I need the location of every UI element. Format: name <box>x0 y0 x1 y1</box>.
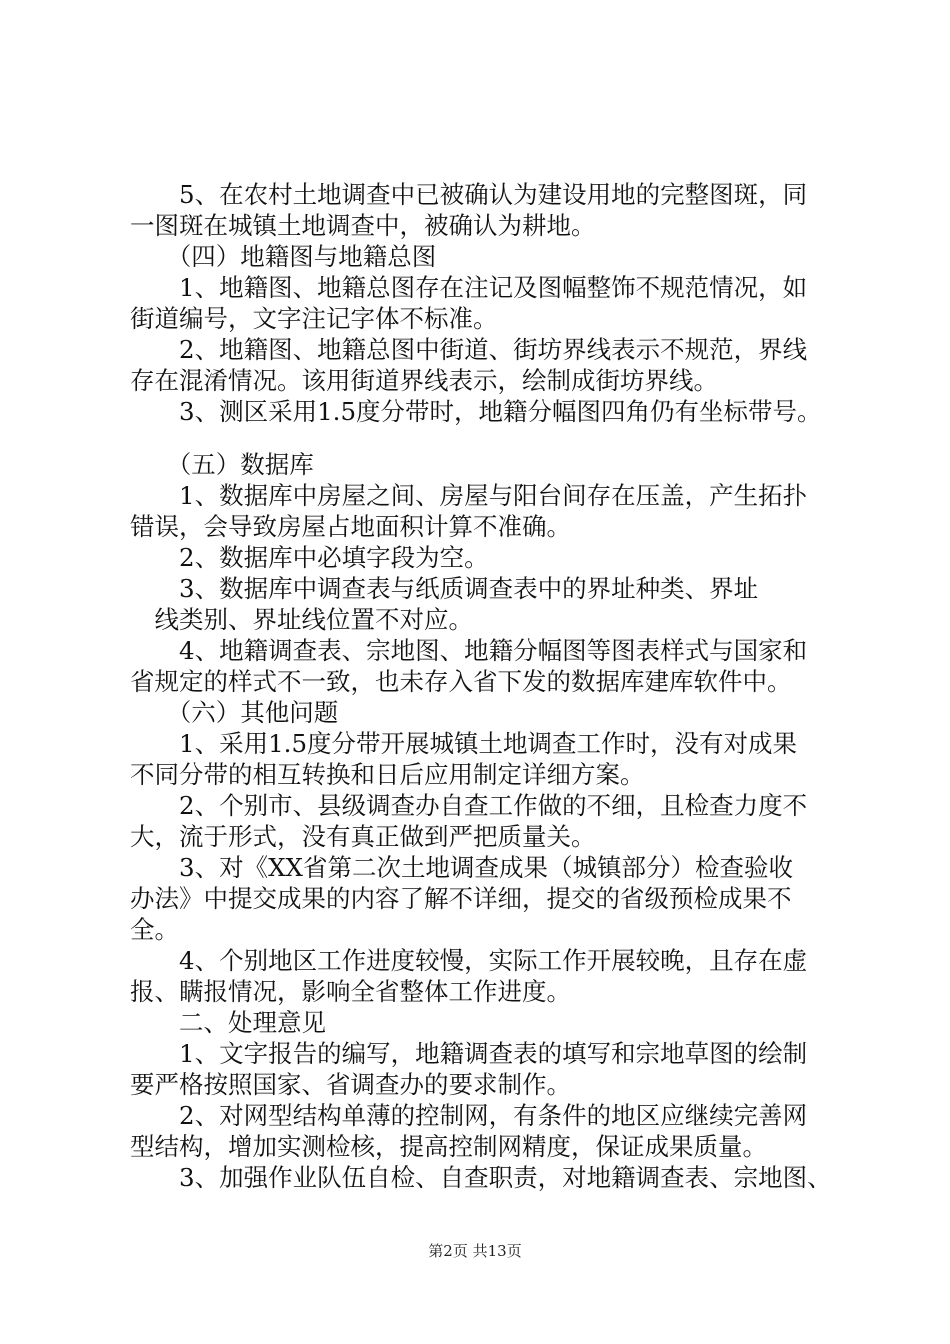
text-line: 1、数据库中房屋之间、房屋与阳台间存在压盖，产生拓扑 <box>130 481 808 510</box>
text-line: 1、地籍图、地籍总图存在注记及图幅整饰不规范情况，如 <box>130 273 808 302</box>
text-line: 省规定的样式不一致，也未存入省下发的数据库建库软件中。 <box>130 667 792 696</box>
text-line: 街道编号，文字注记字体不标准。 <box>130 304 498 333</box>
text-line: 4、地籍调查表、宗地图、地籍分幅图等图表样式与国家和 <box>130 636 808 665</box>
text-line: 3、加强作业队伍自检、自查职责，对地籍调查表、宗地图、 <box>130 1163 832 1192</box>
text-line: 2、个别市、县级调查办自查工作做的不细，且检查力度不 <box>130 791 808 820</box>
text-line: 2、数据库中必填字段为空。 <box>130 543 489 572</box>
text-line: 型结构，增加实测检核，提高控制网精度，保证成果质量。 <box>130 1132 767 1161</box>
text-line: 1、文字报告的编写，地籍调查表的填写和宗地草图的绘制 <box>130 1039 808 1068</box>
text-line: 3、对《XX省第二次土地调查成果（城镇部分）检查验收 <box>130 853 793 882</box>
text-line: 2、地籍图、地籍总图中街道、街坊界线表示不规范，界线 <box>130 335 808 364</box>
text-line: 全。 <box>130 915 179 944</box>
text-line: 1、采用1.5度分带开展城镇土地调查工作时，没有对成果 <box>130 729 798 758</box>
text-line: 5、在农村土地调查中已被确认为建设用地的完整图斑，同 <box>130 180 808 209</box>
text-line: 办法》中提交成果的内容了解不详细，提交的省级预检成果不 <box>130 884 792 913</box>
section-heading: 二、处理意见 <box>130 1008 326 1037</box>
text-line: 3、数据库中调查表与纸质调查表中的界址种类、界址 <box>130 574 759 603</box>
text-line: 2、对网型结构单薄的控制网，有条件的地区应继续完善网 <box>130 1101 808 1130</box>
text-line: 一图斑在城镇土地调查中，被确认为耕地。 <box>130 211 596 240</box>
text-line: 3、测区采用1.5度分带时，地籍分幅图四角仍有坐标带号。 <box>130 397 822 426</box>
text-line: 存在混淆情况。该用街道界线表示，绘制成街坊界线。 <box>130 366 718 395</box>
text-line: 4、个别地区工作进度较慢，实际工作开展较晚，且存在虚 <box>130 946 808 975</box>
text-line: 大，流于形式，没有真正做到严把质量关。 <box>130 822 596 851</box>
text-line: 错误，会导致房屋占地面积计算不准确。 <box>130 512 571 541</box>
text-line: 报、瞒报情况，影响全省整体工作进度。 <box>130 977 571 1006</box>
section-heading: （五）数据库 <box>130 450 314 479</box>
section-heading: （四）地籍图与地籍总图 <box>130 242 437 271</box>
section-heading: （六）其他问题 <box>130 698 339 727</box>
text-line: 不同分带的相互转换和日后应用制定详细方案。 <box>130 760 645 789</box>
text-line: 要严格按照国家、省调查办的要求制作。 <box>130 1070 571 1099</box>
page-footer: 第2页 共13页 <box>428 1242 522 1260</box>
text-line: 线类别、界址线位置不对应。 <box>130 605 473 634</box>
